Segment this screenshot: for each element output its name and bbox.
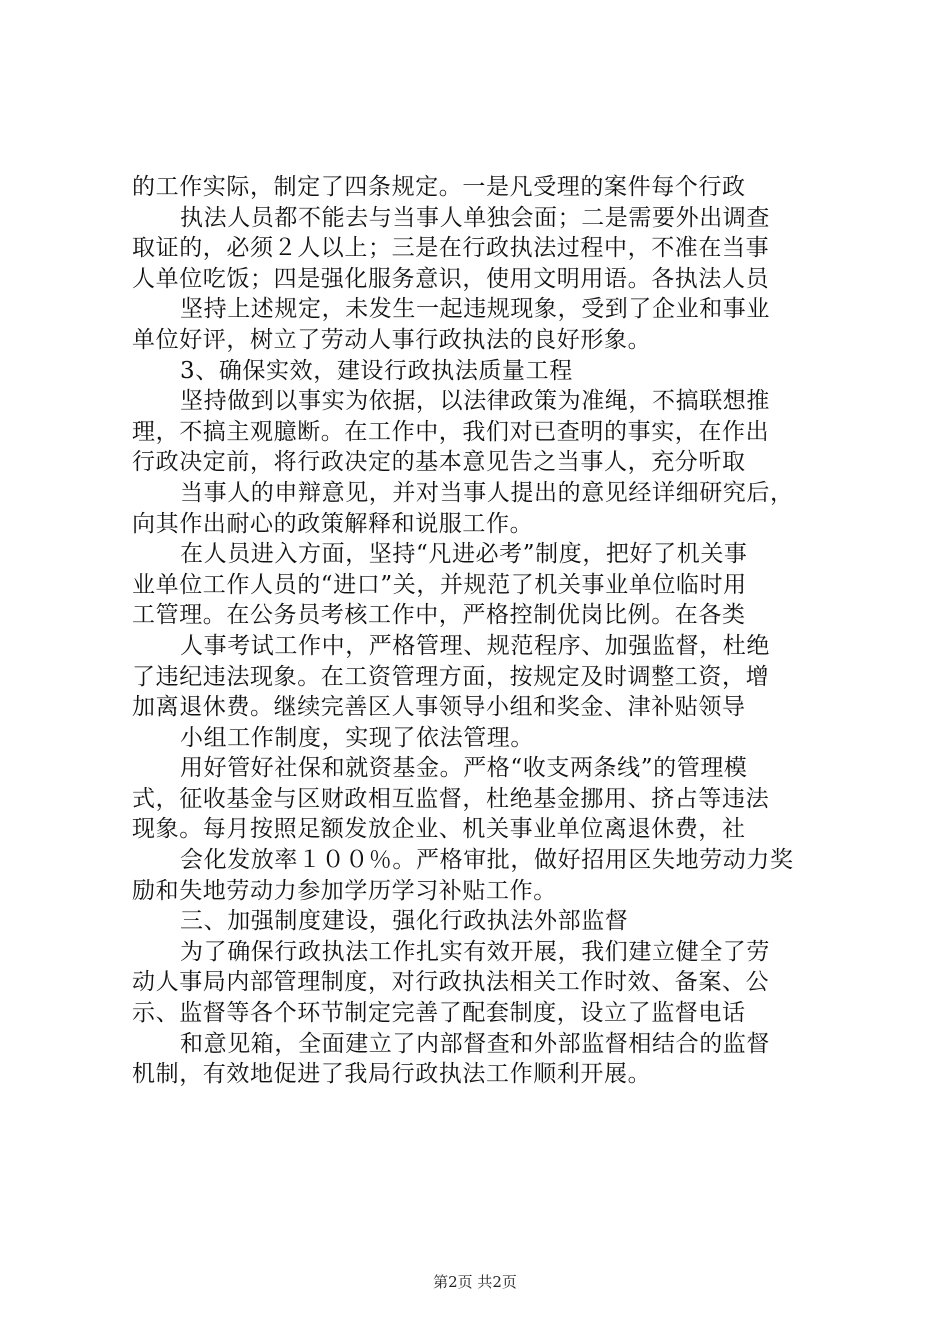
text-line: 了违纪违法现象。在工资管理方面，按规定及时调整工资，增 <box>132 663 770 690</box>
text-line: 为了确保行政执法工作扎实有效开展，我们建立健全了劳 <box>180 938 770 965</box>
text-line: 加离退休费。继续完善区人事领导小组和奖金、津补贴领导 <box>132 694 746 721</box>
text-line: 人单位吃饭；四是强化服务意识，使用文明用语。各执法人员 <box>132 265 770 292</box>
text-line: 坚持上述规定，未发生一起违规现象，受到了企业和事业 <box>180 296 770 323</box>
text-line: 动人事局内部管理制度，对行政执法相关工作时效、备案、公 <box>132 969 770 996</box>
text-line: 理，不搞主观臆断。在工作中，我们对已查明的事实，在作出 <box>132 418 770 445</box>
text-line: 取证的，必须２人以上；三是在行政执法过程中，不准在当事 <box>132 235 770 262</box>
text-line: 坚持做到以事实为依据，以法律政策为准绳，不搞联想推 <box>180 388 770 415</box>
text-line: 执法人员都不能去与当事人单独会面；二是需要外出调查 <box>180 204 770 231</box>
text-line: 的工作实际，制定了四条规定。一是凡受理的案件每个行政 <box>132 174 746 200</box>
text-line: 现象。每月按照足额发放企业、机关事业单位离退休费，社 <box>132 816 746 843</box>
text-line: 业单位工作人员的“进口”关，并规范了机关事业单位临时用 <box>132 571 747 598</box>
text-line: 工管理。在公务员考核工作中，严格控制优岗比例。在各类 <box>132 602 746 629</box>
text-line: 机制，有效地促进了我局行政执法工作顺利开展。 <box>132 1061 652 1088</box>
text-line: 当事人的申辩意见，并对当事人提出的意见经详细研究后， <box>180 479 794 506</box>
text-line: 人事考试工作中，严格管理、规范程序、加强监督，杜绝 <box>180 632 770 659</box>
text-line: 3、确保实效，建设行政执法质量工程 <box>180 357 573 384</box>
text-line: 小组工作制度，实现了依法管理。 <box>180 724 534 751</box>
text-line: 励和失地劳动力参加学历学习补贴工作。 <box>132 877 557 904</box>
page-footer: 第2页 共2页 <box>433 1273 517 1291</box>
text-line: 单位好评，树立了劳动人事行政执法的良好形象。 <box>132 326 652 353</box>
text-line: 式，征收基金与区财政相互监督，杜绝基金挪用、挤占等违法 <box>132 785 770 812</box>
text-line: 和意见箱，全面建立了内部督查和外部监督相结合的监督 <box>180 1030 770 1057</box>
text-line: 三、加强制度建设，强化行政执法外部监督 <box>180 908 629 935</box>
text-line: 向其作出耐心的政策解释和说服工作。 <box>132 510 534 537</box>
text-line: 用好管好社保和就资基金。严格“收支两条线”的管理模 <box>180 755 748 782</box>
text-line: 会化发放率１００％。严格审批，做好招用区失地劳动力奖 <box>180 847 794 874</box>
document-body <box>132 172 852 1090</box>
text-line: 在人员进入方面，坚持“凡进必考”制度，把好了机关事 <box>180 541 748 568</box>
text-line: 行政决定前，将行政决定的基本意见告之当事人，充分听取 <box>132 449 746 476</box>
text-line: 示、监督等各个环节制定完善了配套制度，设立了监督电话 <box>132 1000 746 1027</box>
